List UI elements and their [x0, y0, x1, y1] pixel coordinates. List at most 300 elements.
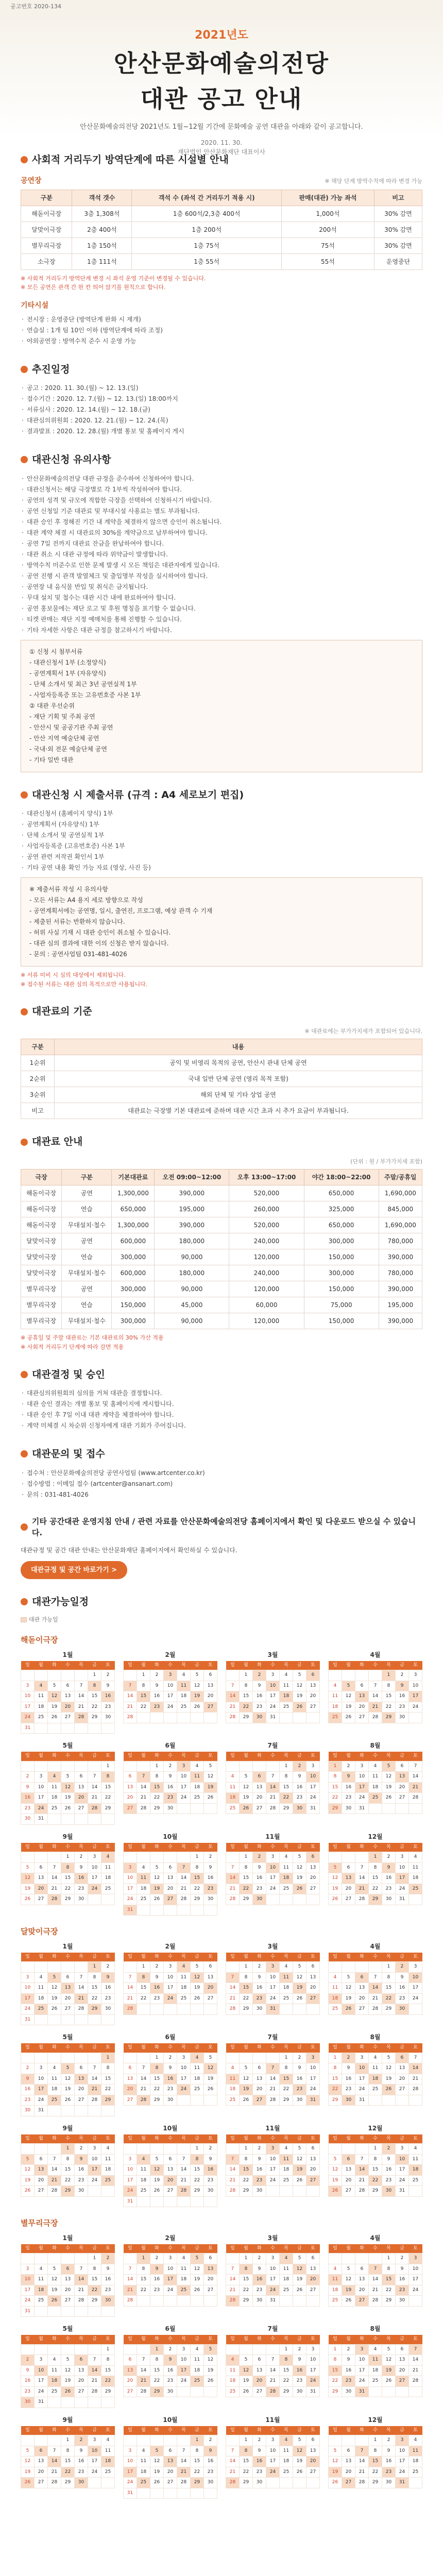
calendar-day: 12	[293, 2446, 306, 2456]
calendar-day	[75, 2306, 88, 2317]
calendar-day: 30	[382, 1894, 396, 1905]
weekday-header: 월	[342, 2335, 355, 2344]
calendar-day: 11	[177, 1681, 191, 1691]
calendar-day: 8	[101, 2355, 115, 2366]
calendar-day: 14	[177, 2456, 191, 2467]
month-calendar	[21, 1741, 115, 1825]
weekday-header: 월	[240, 1953, 253, 1962]
weekday-header: 금	[396, 2426, 409, 2435]
weekday-header: 화	[355, 2134, 369, 2144]
calendar-day: 19	[342, 1993, 355, 2004]
calendar-day: 18	[35, 2285, 48, 2296]
weekday-header: 금	[293, 1843, 306, 1852]
calendar-day: 1	[280, 2053, 293, 2063]
calendar-day: 1	[88, 1962, 101, 1973]
calendar-day: 19	[382, 2074, 396, 2084]
table-cell: 120,000	[229, 1313, 304, 1329]
calendar-day: 19	[342, 2285, 355, 2296]
calendar-day: 12	[48, 2275, 61, 2285]
calendar-day: 29	[88, 2296, 101, 2307]
calendar-day: 29	[369, 1894, 382, 1905]
weekday-header: 목	[382, 2426, 396, 2435]
table-header: 구분	[62, 1170, 112, 1185]
month-name: 1월	[62, 1651, 73, 1658]
table-cell: 공익 및 비영리 목적의 공연, 안산시 관내 단체 공연	[55, 1055, 422, 1071]
calendar-day: 21	[124, 1993, 137, 2004]
calendar-day	[191, 1905, 204, 1916]
weekday-header: 일	[329, 1752, 342, 1761]
calendar-day: 27	[342, 2186, 355, 2197]
calendar-day: 30	[75, 1894, 88, 1905]
calendar-day: 15	[61, 1873, 75, 1884]
calendar-day: 17	[35, 2084, 48, 2095]
calendar-day: 12	[191, 1972, 204, 1983]
calendar-day: 3	[266, 1670, 280, 1681]
calendar-day: 3	[21, 2264, 35, 2275]
month-calendar	[21, 1832, 115, 1916]
month-calendar	[21, 2415, 115, 2499]
table-cell: 1층 75석	[132, 238, 282, 253]
calendar-day: 9	[293, 2355, 306, 2366]
calendar-day: 17	[355, 1782, 369, 1793]
calendar-day: 4	[369, 2344, 382, 2355]
calendar-day: 31	[355, 2095, 369, 2106]
calendar-day	[137, 2344, 150, 2355]
calendar-day: 26	[204, 1793, 217, 1804]
calendar-day: 13	[396, 1772, 409, 1783]
calendar-day	[124, 1962, 137, 1973]
weekday-header: 목	[280, 2426, 293, 2435]
calendar-day: 20	[253, 2084, 266, 2095]
calendar-day: 29	[101, 1803, 115, 1814]
calendar-day	[177, 1852, 191, 1863]
calendar-day: 16	[342, 2074, 355, 2084]
calendar-day: 5	[191, 2253, 204, 2264]
calendar-day: 29	[240, 2186, 253, 2197]
calendar-day	[329, 1670, 342, 1681]
calendar-day: 20	[355, 2285, 369, 2296]
calendar-day: 28	[75, 2004, 88, 2015]
hero-date: 2020. 11. 30. 재단법인 안산문화재단 대표이사	[178, 139, 265, 156]
calendar-day: 4	[137, 2446, 150, 2456]
calendar-day: 11	[280, 2264, 293, 2275]
calendar-day: 4	[329, 2264, 342, 2275]
weekday-header: 일	[226, 2244, 240, 2253]
list-item: · 방역수칙 미준수로 인한 문제 발생 시 모든 책임은 대관자에게 있습니다.	[21, 560, 422, 571]
calendar-theater-title: 달맞이극장	[21, 1927, 58, 1937]
calendar-day	[137, 1905, 150, 1916]
calendar-day	[293, 2296, 306, 2307]
calendar-day: 30	[382, 2186, 396, 2197]
month-name: 4월	[370, 1942, 381, 1950]
calendar-day: 9	[204, 2154, 217, 2165]
calendar-day: 27	[396, 2084, 409, 2095]
calendar-day: 22	[329, 2084, 342, 2095]
calendar-day: 15	[191, 2165, 204, 2176]
sub-title-other: 기타시설	[21, 301, 49, 310]
calendar-day: 29	[191, 1894, 204, 1905]
calendar-day: 29	[61, 2186, 75, 2197]
calendar-day	[88, 2306, 101, 2317]
calendar-day: 25	[329, 2004, 342, 2015]
calendar-day: 4	[35, 2264, 48, 2275]
weekday-header: 화	[355, 1953, 369, 1962]
weekday-header: 토	[204, 1752, 217, 1761]
month-calendar	[21, 2233, 115, 2317]
calendar-day: 9	[204, 1862, 217, 1873]
calendar-day: 16	[293, 2074, 306, 2084]
calendar-day: 16	[293, 1782, 306, 1793]
calendar-day: 7	[355, 1862, 369, 1873]
weekday-header: 수	[61, 2335, 75, 2344]
calendar-day	[48, 2014, 61, 2025]
calendar-day: 6	[342, 2446, 355, 2456]
calendar-day: 12	[240, 1782, 253, 1793]
calendar-day	[150, 1852, 164, 1863]
weekday-header: 화	[48, 1752, 61, 1761]
calendar-day	[177, 2296, 191, 2307]
calendar-day: 12	[21, 2456, 35, 2467]
calendar-day: 16	[253, 1691, 266, 1702]
bullet-icon	[21, 1008, 28, 1015]
calendar-day: 20	[35, 1884, 48, 1894]
calendar-day: 18	[226, 1793, 240, 1804]
calendar-day: 19	[240, 1793, 253, 1804]
calendar-day: 1	[101, 2344, 115, 2355]
calendar-day: 8	[150, 1772, 164, 1783]
calendar-day: 21	[88, 1793, 101, 1804]
month-calendar	[328, 2324, 422, 2408]
guidelines-link-button[interactable]: 대관규정 및 공간 바로가기 >	[21, 1561, 127, 1580]
calendar-day	[75, 1761, 88, 1772]
table-cell: 30% 감면	[374, 206, 422, 222]
calendar-day: 23	[101, 1702, 115, 1713]
table-cell: 150,000	[112, 1297, 155, 1313]
weekday-header: 화	[48, 1953, 61, 1962]
calendar-day: 30	[293, 1803, 306, 1814]
calendar-day: 19	[240, 2376, 253, 2387]
calendar-day: 28	[266, 2386, 280, 2397]
calendar-day: 31	[266, 2004, 280, 2015]
calendar-day	[355, 2144, 369, 2155]
calendar-day: 13	[204, 1972, 217, 1983]
calendar-day: 21	[75, 1702, 88, 1713]
calendar-day: 11	[409, 2154, 422, 2165]
weekday-header: 화	[48, 2244, 61, 2253]
table-cell: 1,690,000	[379, 1185, 422, 1201]
calendar-day: 5	[150, 2154, 164, 2165]
calendar-day	[191, 2386, 204, 2397]
calendar-day: 25	[177, 1702, 191, 1713]
calendar-day: 14	[355, 1873, 369, 1884]
weekday-header: 금	[88, 2134, 101, 2144]
calendar-day: 2	[253, 2144, 266, 2155]
calendar-day: 16	[150, 1691, 164, 1702]
table-row	[21, 253, 422, 269]
calendar-day	[61, 2344, 75, 2355]
weekday-header: 일	[21, 1752, 35, 1761]
calendar-day: 31	[21, 1723, 35, 1734]
calendar-day: 12	[329, 2165, 342, 2176]
calendar-day: 25	[280, 1702, 293, 1713]
table-cell: 780,000	[379, 1265, 422, 1281]
calendar-day: 10	[355, 2355, 369, 2366]
calendar-day: 5	[48, 1681, 61, 1691]
weekday-header: 금	[396, 2244, 409, 2253]
weekday-header: 수	[369, 2043, 382, 2053]
calendar-day: 8	[369, 1862, 382, 1873]
calendar-day: 16	[396, 1691, 409, 1702]
month-name: 10월	[163, 2124, 178, 2132]
calendar-day: 4	[35, 1681, 48, 1691]
month-calendar	[123, 1942, 217, 2026]
calendar-day: 9	[150, 1681, 164, 1691]
calendar-day: 12	[48, 1983, 61, 1994]
calendar-day: 19	[342, 1702, 355, 1713]
calendar-day: 12	[293, 1972, 306, 1983]
weekday-header: 목	[75, 1843, 88, 1852]
calendar-day	[137, 2053, 150, 2063]
calendar-day: 10	[396, 2154, 409, 2165]
calendar-day: 10	[266, 2264, 280, 2275]
calendar-day	[240, 2344, 253, 2355]
weekday-header: 토	[306, 2426, 320, 2435]
calendar-day: 3	[164, 1670, 177, 1681]
calendar-day: 11	[35, 1691, 48, 1702]
table-cell: 90,000	[155, 1313, 229, 1329]
calendar-day: 14	[409, 2063, 422, 2074]
calendar-day: 28	[266, 2095, 280, 2106]
hero-intro: 안산문화예술의전당 2021년도 1월~12월 기간에 문화예술 공연 대관을 아래와 같이 공고합니다.	[80, 123, 363, 131]
calendar-day: 27	[253, 2095, 266, 2106]
bullet-icon	[21, 156, 28, 163]
calendar-day	[240, 2053, 253, 2063]
calendar-day: 10	[355, 2063, 369, 2074]
calendar-day: 15	[240, 2165, 253, 2176]
calendar-day: 31	[124, 2488, 137, 2499]
calendar-day: 21	[266, 1793, 280, 1804]
calendar-day: 8	[137, 1972, 150, 1983]
calendar-day: 17	[396, 2165, 409, 2176]
calendar-day	[88, 2397, 101, 2408]
weekday-header: 일	[329, 1953, 342, 1962]
table-cell: 650,000	[112, 1201, 155, 1217]
calendar-day: 9	[396, 1681, 409, 1691]
calendar-day: 30	[253, 2186, 266, 2197]
table-cell: 해외 단체 및 기타 상업 공연	[55, 1087, 422, 1103]
calendar-day: 2	[150, 1962, 164, 1973]
calendar-day: 17	[124, 2467, 137, 2478]
table-cell: 30% 감면	[374, 238, 422, 253]
table-cell: 520,000	[229, 1185, 304, 1201]
table-cell: 연습	[62, 1297, 112, 1313]
calendar-day	[35, 2053, 48, 2063]
calendar-day: 28	[409, 2084, 422, 2095]
weekday-header: 토	[409, 2244, 422, 2253]
calendar-day	[226, 1670, 240, 1681]
calendar-day: 3	[396, 1852, 409, 1863]
calendar-day: 12	[382, 1772, 396, 1783]
calendar-day: 31	[355, 2386, 369, 2397]
calendar-day: 23	[293, 2084, 306, 2095]
table-cell: 75,000	[304, 1297, 379, 1313]
calendar-day: 28	[48, 2186, 61, 2197]
calendar-day: 1	[240, 2144, 253, 2155]
calendar-day: 15	[369, 2165, 382, 2176]
weekday-header: 월	[35, 2426, 48, 2435]
calendar-day: 21	[124, 2285, 137, 2296]
hero-year: 2021년도	[195, 29, 248, 42]
calendar-day: 25	[101, 2467, 115, 2478]
calendar-day: 30	[342, 2386, 355, 2397]
calendar-day: 7	[75, 1972, 88, 1983]
section-title-fees: 대관료 안내	[21, 1134, 422, 1149]
table-row	[21, 1233, 422, 1249]
calendar-day: 23	[342, 2376, 355, 2387]
calendar-day: 22	[150, 1793, 164, 1804]
calendar-day: 10	[355, 1772, 369, 1783]
box-line: - 사업자등록증 또는 고유번호증 사본 1부	[29, 691, 141, 699]
calendar-day: 7	[124, 1972, 137, 1983]
calendar-day: 17	[306, 2365, 320, 2376]
table-header: 비고	[374, 190, 422, 206]
list-item: · 공연장 내 음식물 반입 및 취식은 금지됩니다.	[21, 582, 422, 592]
month-calendar	[226, 2032, 320, 2116]
calendar-day: 16	[382, 2165, 396, 2176]
calendar-day	[226, 1962, 240, 1973]
box-line: ② 대관 우선순위	[29, 702, 75, 709]
calendar-day: 25	[280, 2285, 293, 2296]
calendar-day: 19	[48, 2285, 61, 2296]
calendar-day: 11	[137, 1873, 150, 1884]
calendar-day: 7	[48, 2154, 61, 2165]
calendar-day: 12	[293, 1862, 306, 1873]
calendar-day: 14	[75, 1691, 88, 1702]
calendar-day: 30	[253, 1713, 266, 1723]
calendar-day	[266, 1894, 280, 1905]
calendar-day: 26	[342, 1713, 355, 1723]
calendar-day: 31	[396, 2186, 409, 2197]
calendar-day: 1	[382, 2253, 396, 2264]
weekday-header: 화	[48, 2426, 61, 2435]
calendar-day: 17	[35, 2376, 48, 2387]
contact-list	[21, 1468, 422, 1500]
calendar-day: 14	[48, 1873, 61, 1884]
calendar-day: 24	[35, 2386, 48, 2397]
weekday-header: 월	[342, 2134, 355, 2144]
calendar-day	[88, 1814, 101, 1825]
calendar-day: 20	[35, 2175, 48, 2186]
section-title-approval: 대관결정 및 승인	[21, 1367, 422, 1382]
weekday-header: 화	[253, 2134, 266, 2144]
calendar-day: 14	[75, 1983, 88, 1994]
calendar-day: 21	[75, 1993, 88, 2004]
calendar-day: 25	[369, 2084, 382, 2095]
calendar-day: 2	[253, 1852, 266, 1863]
calendar-day: 19	[48, 1702, 61, 1713]
box-line: - 대관 심의 결과에 대한 이의 신청은 받지 않습니다.	[29, 940, 169, 947]
month-calendar	[21, 1650, 115, 1734]
calendar-day	[329, 2144, 342, 2155]
month-name: 2월	[165, 1942, 176, 1950]
calendar-day: 5	[240, 1772, 253, 1783]
month-name: 3월	[267, 1942, 278, 1950]
calendar-day: 2	[382, 1852, 396, 1863]
content	[0, 152, 443, 2499]
list-item: · 대관 승인 후 7일 이내 대관 계약을 체결하여야 합니다.	[21, 1410, 422, 1420]
table-header: 구분	[21, 1039, 55, 1055]
table-cell: 60,000	[229, 1297, 304, 1313]
calendar-day: 8	[61, 2154, 75, 2165]
table-cell: 2순위	[21, 1071, 55, 1087]
calendar-day	[75, 2053, 88, 2063]
table-row	[21, 1281, 422, 1297]
calendar-day: 6	[124, 2355, 137, 2366]
calendar-day: 26	[293, 1884, 306, 1894]
calendar-day: 11	[280, 2446, 293, 2456]
calendar-day	[21, 2053, 35, 2063]
list-item: · 대관심의위원회 : 2020. 12. 21.(월) ~ 12. 24.(목)	[21, 415, 422, 426]
calendar-day: 18	[280, 1983, 293, 1994]
calendar-day: 29	[382, 1713, 396, 1723]
calendar-day: 25	[177, 2285, 191, 2296]
calendar-day: 3	[266, 1962, 280, 1973]
calendar-day: 16	[164, 1782, 177, 1793]
calendar-day: 26	[61, 2095, 75, 2106]
calendar-day	[48, 2306, 61, 2317]
weekday-header: 목	[382, 2335, 396, 2344]
weekday-header: 토	[204, 2335, 217, 2344]
month-calendar	[328, 2415, 422, 2499]
calendar-day: 21	[355, 1884, 369, 1894]
calendar-day: 10	[35, 2365, 48, 2376]
calendar-day: 11	[369, 2355, 382, 2366]
calendar-day	[191, 2095, 204, 2106]
calendar-day: 6	[306, 1962, 320, 1973]
calendar-day: 21	[48, 1884, 61, 1894]
calendar-day: 12	[150, 2456, 164, 2467]
bullet-icon	[21, 1371, 28, 1378]
calendar-day: 21	[226, 2175, 240, 2186]
calendar-day: 27	[35, 2478, 48, 2488]
calendar-day: 7	[355, 2154, 369, 2165]
calendar-day: 14	[177, 2165, 191, 2176]
table-cell: 1층 600석/2,3층 400석	[132, 206, 282, 222]
calendar-day: 2	[164, 2344, 177, 2355]
calendar-day: 21	[48, 2467, 61, 2478]
table-row	[21, 1185, 422, 1201]
calendar-day	[48, 1852, 61, 1863]
calendar-day: 28	[226, 2296, 240, 2307]
calendar-day	[369, 2095, 382, 2106]
month-name: 11월	[265, 2416, 280, 2424]
calendar-day	[150, 2435, 164, 2446]
weekday-header: 토	[409, 1953, 422, 1962]
calendar-day: 12	[204, 1772, 217, 1783]
calendar-day: 24	[409, 1702, 422, 1713]
calendar-day	[342, 1962, 355, 1973]
calendar-day: 26	[150, 1894, 164, 1905]
table-header: 객석 갯수	[72, 190, 132, 206]
calendar-day: 17	[306, 2074, 320, 2084]
calendar-day: 24	[355, 2376, 369, 2387]
calendar-day: 1	[280, 1761, 293, 1772]
calendar-day: 24	[21, 2296, 35, 2307]
calendar-day: 1	[61, 2144, 75, 2155]
calendar-day	[355, 1670, 369, 1681]
calendar-day: 5	[382, 2053, 396, 2063]
weekday-header: 토	[101, 2335, 115, 2344]
